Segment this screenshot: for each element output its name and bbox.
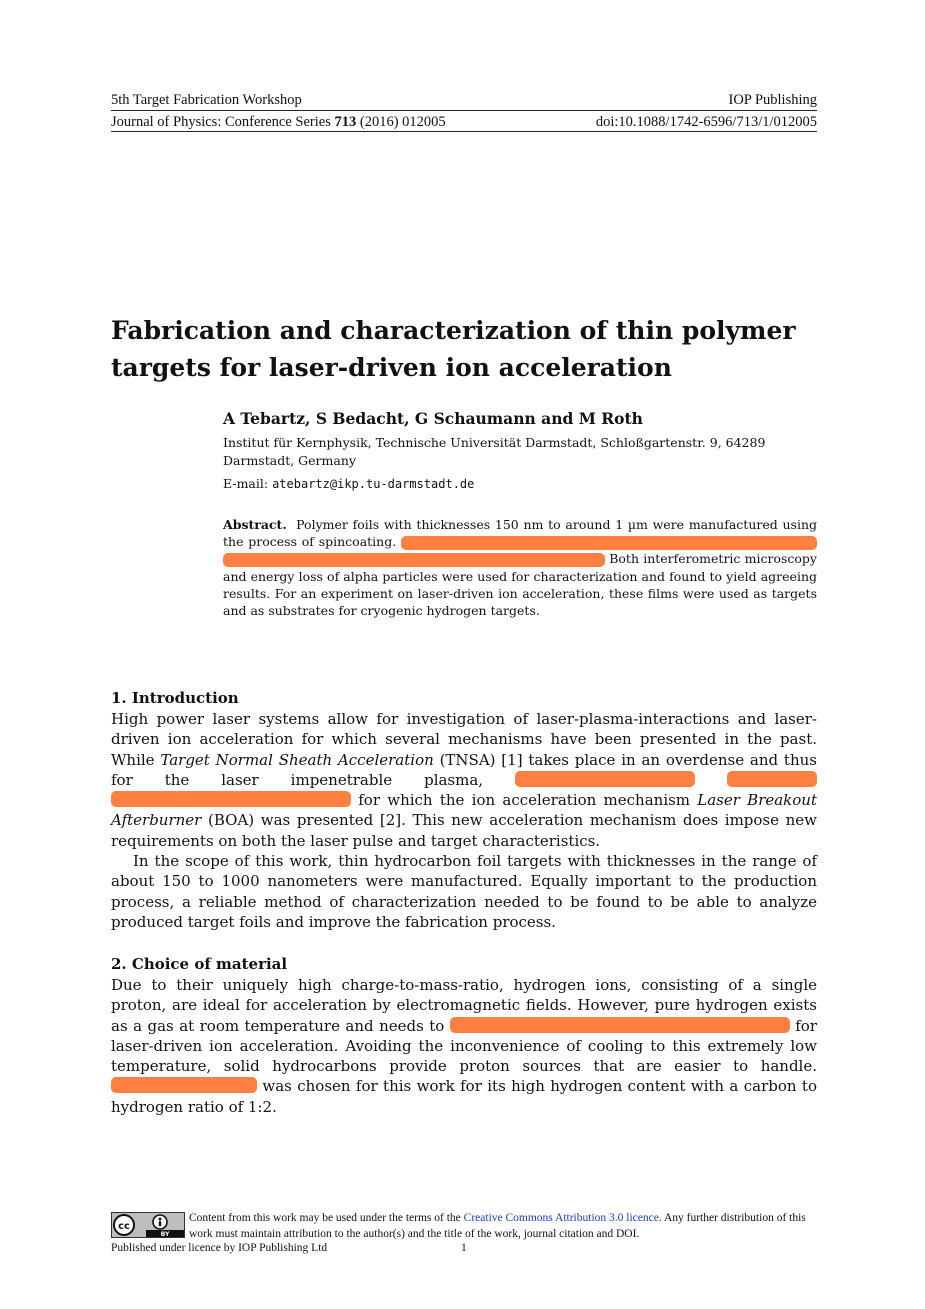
cc-by-logo [111,1212,185,1238]
header-doi: doi:10.1088/1742-6596/713/1/012005 [595,114,817,130]
header-publisher: IOP Publishing [728,92,817,108]
abstract: Abstract. Polymer foils with thicknesses 150 nm to around 1 µm were manufactured using the process of spincoating. Both interferometric microscopy and energy loss of alpha particles were used for characterization and found to yield agreeing results. For an experiment on laser-driven ion acceleration, these films were used as targets and as substrates for cryogenic hydrogen targets. [223,517,817,619]
paper-title: Fabrication and characterization of thin polymer targets for laser-driven ion acceleration [111,316,796,382]
redaction-bar [401,536,817,550]
cc-by-icon [112,1213,184,1237]
by-mark: BY [160,1231,170,1237]
redaction-bar [223,553,605,567]
header-workshop: 5th Target Fabrication Workshop [111,92,302,108]
section-heading-introduction: 1. Introduction [111,689,239,707]
published-line: Published under licence by IOP Publishing Ltd [111,1242,328,1254]
author-list: A Tebartz, S Bedacht, G Schaumann and M Roth [223,409,643,428]
page-number: 1 [461,1242,467,1254]
header-rule-bottom [111,131,817,132]
redaction-bar [111,1077,257,1093]
redaction-bar [111,791,351,807]
abstract-label: Abstract. [223,517,287,532]
paragraph: High power laser systems allow for investigation of laser-plasma-interactions and laser-driven ion acceleration for which several mechanisms have been presented in the past. While Target Normal Sheath Acceleration (TNSA) [1] takes place in an overdense and thus for the laser impenetrable plasma, for which the ion acceleration mechanism Laser Breakout Afterburner (BOA) was presented [2]. This new acceleration mechanism does impose new requirements on both the laser pulse and target characteristics. [111,710,817,850]
header-rule-top [111,110,817,111]
cc-mark: cc [118,1221,130,1232]
affiliation: Institut für Kernphysik, Technische Universität Darmstadt, Schloßgartenstr. 9, 64289 Darmstadt, Germany [223,435,766,468]
paragraph: Due to their uniquely high charge-to-mass-ratio, hydrogen ions, consisting of a single proton, are ideal for acceleration by electromagnetic fields. However, pure hydrogen exists as a gas at room temperature and needs to for laser-driven ion acceleration. Avoiding the inconvenience of cooling to this extremely low temperature, solid hydrocarbons provide proton sources that are easier to handle. was chosen for this work for its high hydrogen content with a carbon to hydrogen ratio of 1:2. [111,976,817,1116]
license-link[interactable]: Creative Commons Attribution 3.0 licence [463,1212,659,1224]
redaction-bar [727,771,817,787]
paragraph: In the scope of this work, thin hydrocarbon foil targets with thicknesses in the range of about 150 to 1000 nanometers were manufactured. Equally important to the production process, a reliable method of characterization needed to be found to be able to analyze produced target foils and improve the fabrication process. [111,852,817,931]
email-line: E-mail: atebartz@ikp.tu-darmstadt.de [223,476,475,491]
section-heading-material: 2. Choice of material [111,955,288,973]
redaction-bar [515,771,695,787]
redaction-bar [450,1017,790,1033]
email-address[interactable]: atebartz@ikp.tu-darmstadt.de [272,477,475,491]
material-body [111,975,817,1117]
header-journal: Journal of Physics: Conference Series 713 (2016) 012005 [111,114,446,130]
introduction-body [111,709,817,932]
license-notice: Content from this work may be used under the terms of the Creative Commons Attribution 3.0 licence. Any further distribution of this work must maintain attribution to the author(s) and the title of the work, journal citation and DOI. [189,1212,806,1240]
